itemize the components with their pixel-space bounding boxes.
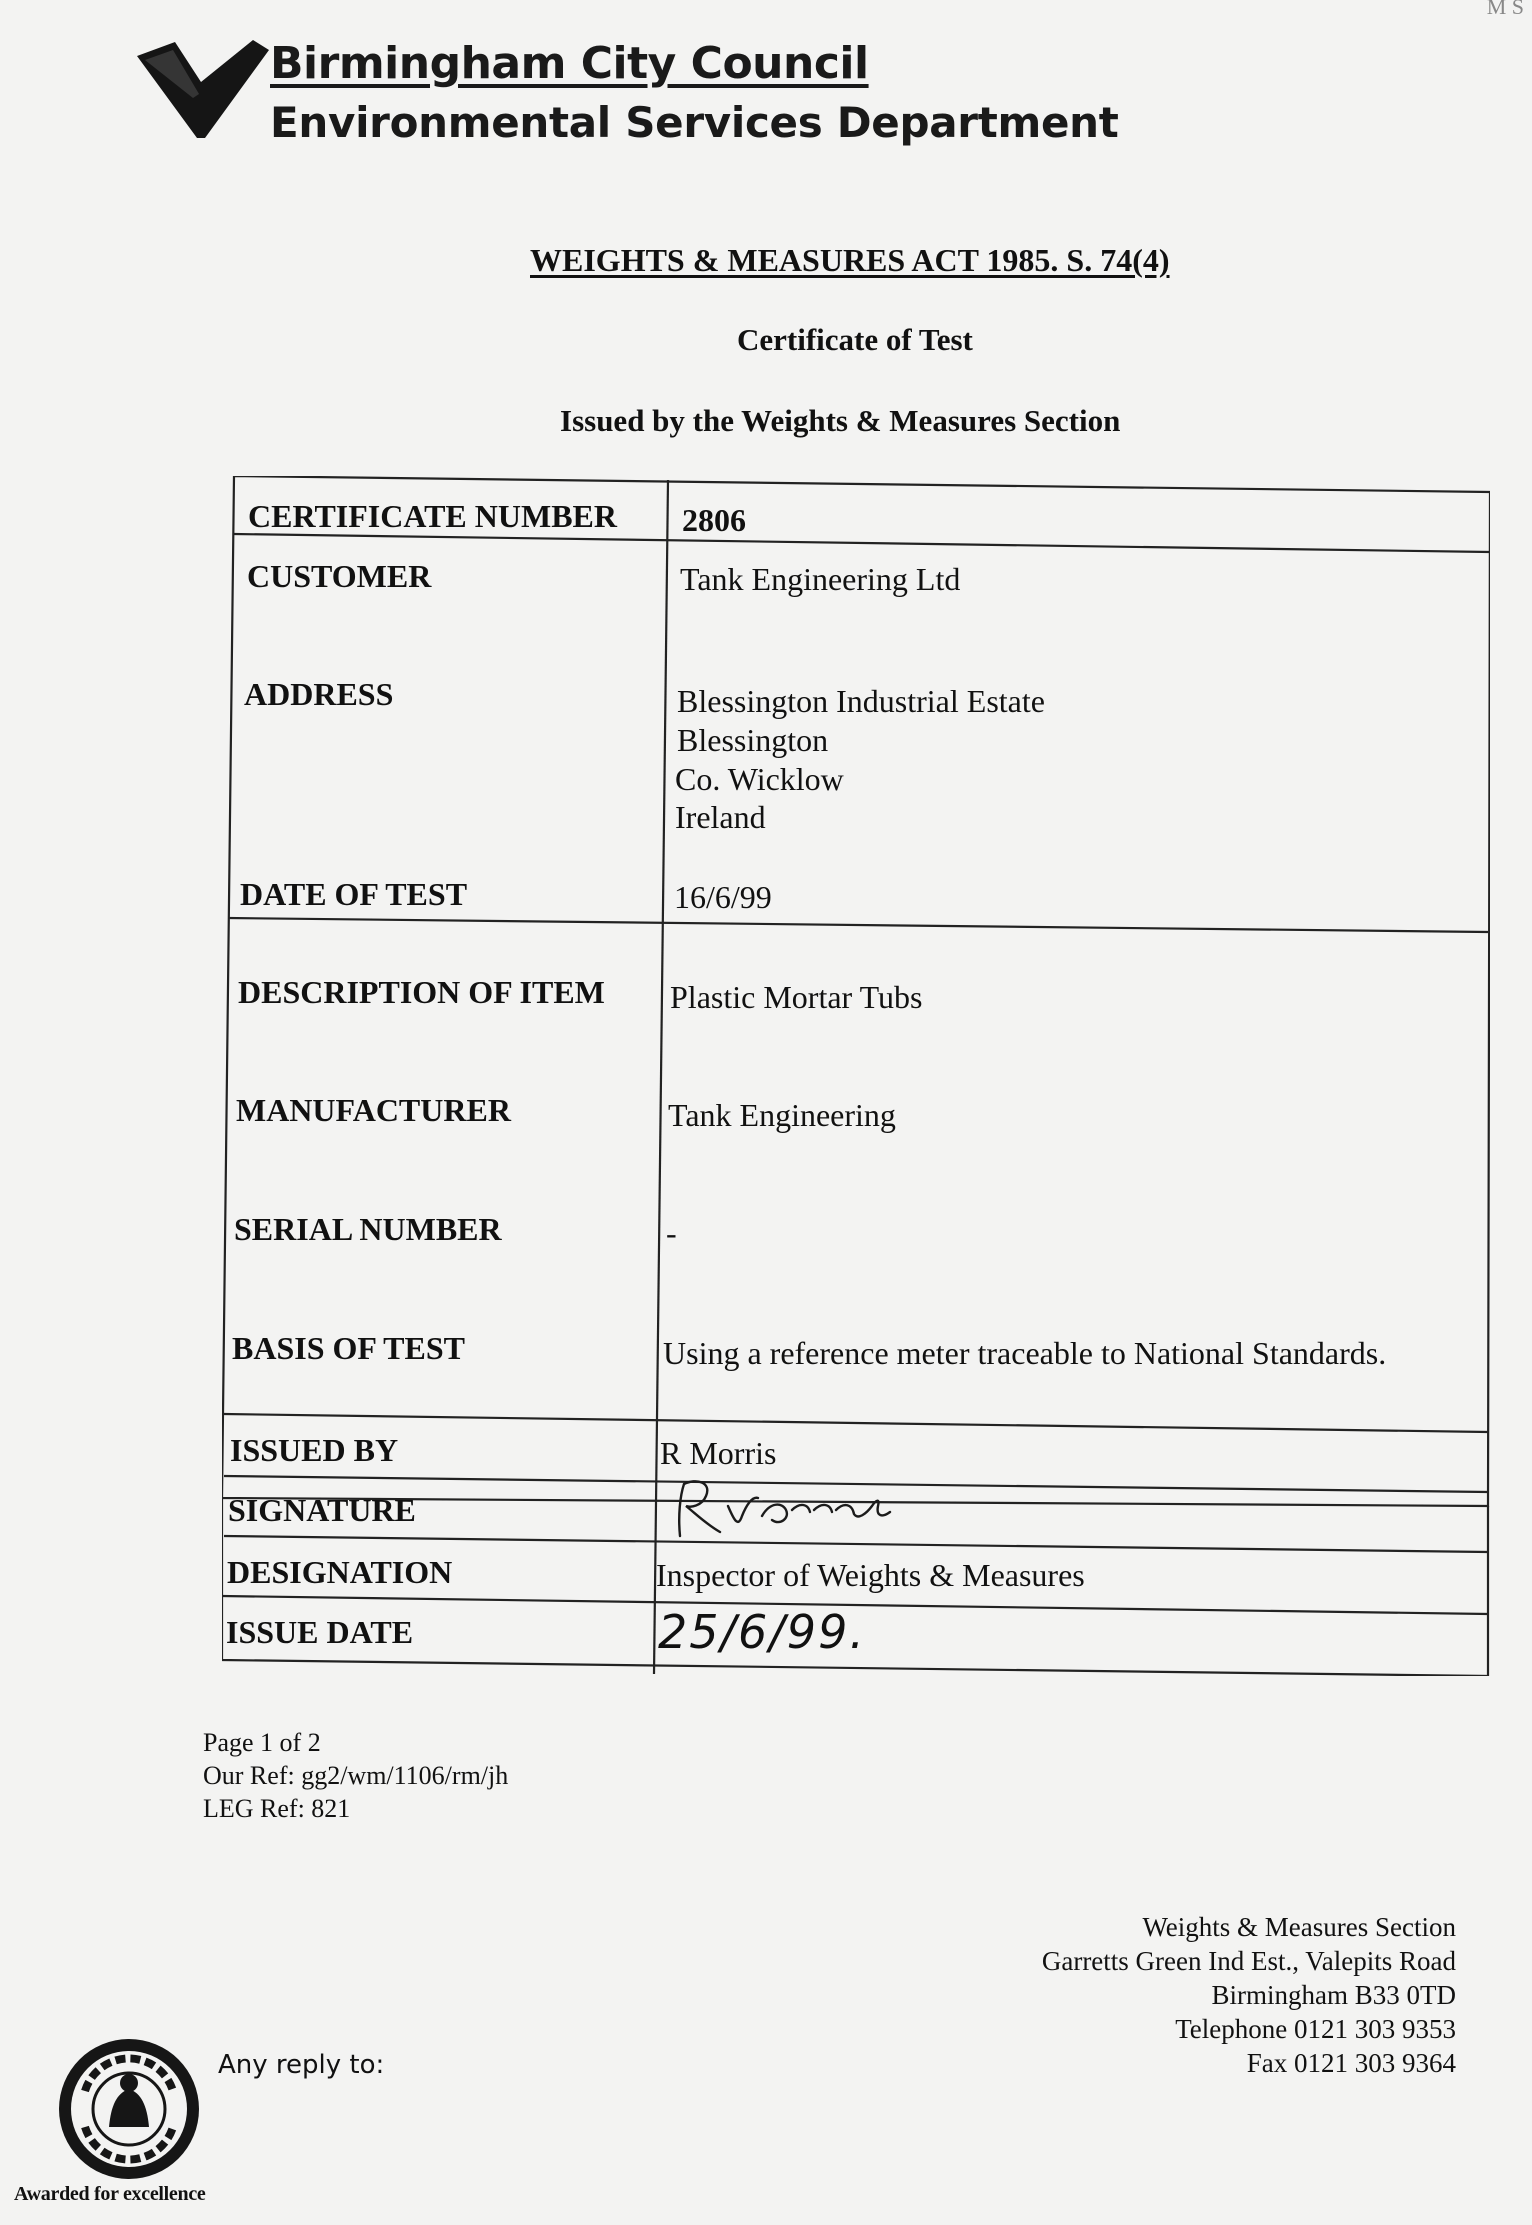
serial-number-value: -: [666, 1215, 677, 1251]
charter-caption: Awarded for excellence: [14, 2183, 206, 2205]
issued-by-value: R Morris: [660, 1435, 777, 1471]
issued-by-heading: Issued by the Weights & Measures Section: [560, 403, 1121, 438]
reply-label: Any reply to:: [218, 2050, 385, 2080]
address-line-2: Blessington: [677, 722, 829, 758]
designation-value: Inspector of Weights & Measures: [656, 1557, 1085, 1593]
corner-mark: M S: [1486, 0, 1524, 19]
handwritten-signature: [672, 1476, 932, 1546]
address-label: ADDRESS: [244, 676, 394, 712]
date-of-test-label: DATE OF TEST: [240, 876, 468, 912]
reply-fax: Fax 0121 303 9364: [1246, 2048, 1456, 2078]
address-line-3: Co. Wicklow: [675, 761, 844, 797]
issue-date-value: 25/6/99.: [658, 1605, 866, 1659]
serial-number-label: SERIAL NUMBER: [234, 1211, 502, 1247]
manufacturer-label: MANUFACTURER: [236, 1092, 511, 1128]
basis-of-test-value: Using a reference meter traceable to National Standards.: [663, 1335, 1387, 1371]
council-logo-icon: [135, 38, 270, 148]
issued-by-label: ISSUED BY: [230, 1432, 399, 1468]
department-name: Environmental Services Department: [270, 98, 1119, 147]
address-line-1: Blessington Industrial Estate: [677, 683, 1045, 719]
reply-address-line-3: Birmingham B33 0TD: [1211, 1980, 1456, 2010]
our-ref: Our Ref: gg2/wm/1106/rm/jh: [203, 1761, 509, 1790]
manufacturer-value: Tank Engineering: [668, 1097, 896, 1133]
document-title: Certificate of Test: [737, 322, 973, 357]
certificate-number-value: 2806: [682, 502, 746, 538]
footer-references: [203, 1726, 508, 1825]
certificate-table: [222, 476, 1490, 1676]
act-title: WEIGHTS & MEASURES ACT 1985. S. 74(4): [530, 242, 1170, 278]
signature-label: SIGNATURE: [228, 1492, 416, 1528]
reply-address: [1042, 1910, 1456, 2080]
page-number: Page 1 of 2: [203, 1728, 321, 1757]
address-line-4: Ireland: [675, 799, 766, 835]
leg-ref: LEG Ref: 821: [203, 1794, 351, 1823]
description-value: Plastic Mortar Tubs: [670, 979, 923, 1015]
org-name: Birmingham City Council: [270, 38, 869, 89]
customer-value: Tank Engineering Ltd: [680, 561, 961, 597]
charter-mark-seal-icon: [55, 2035, 203, 2183]
basis-of-test-label: BASIS OF TEST: [232, 1330, 465, 1366]
reply-address-line-1: Weights & Measures Section: [1142, 1912, 1456, 1942]
issue-date-label: ISSUE DATE: [226, 1614, 414, 1650]
date-of-test-value: 16/6/99: [674, 879, 772, 915]
reply-address-line-2: Garretts Green Ind Est., Valepits Road: [1041, 1946, 1456, 1976]
customer-label: CUSTOMER: [247, 558, 432, 594]
designation-label: DESIGNATION: [227, 1554, 453, 1590]
description-label: DESCRIPTION OF ITEM: [238, 974, 605, 1010]
reply-telephone: Telephone 0121 303 9353: [1175, 2014, 1456, 2044]
certificate-number-label: CERTIFICATE NUMBER: [248, 498, 617, 534]
